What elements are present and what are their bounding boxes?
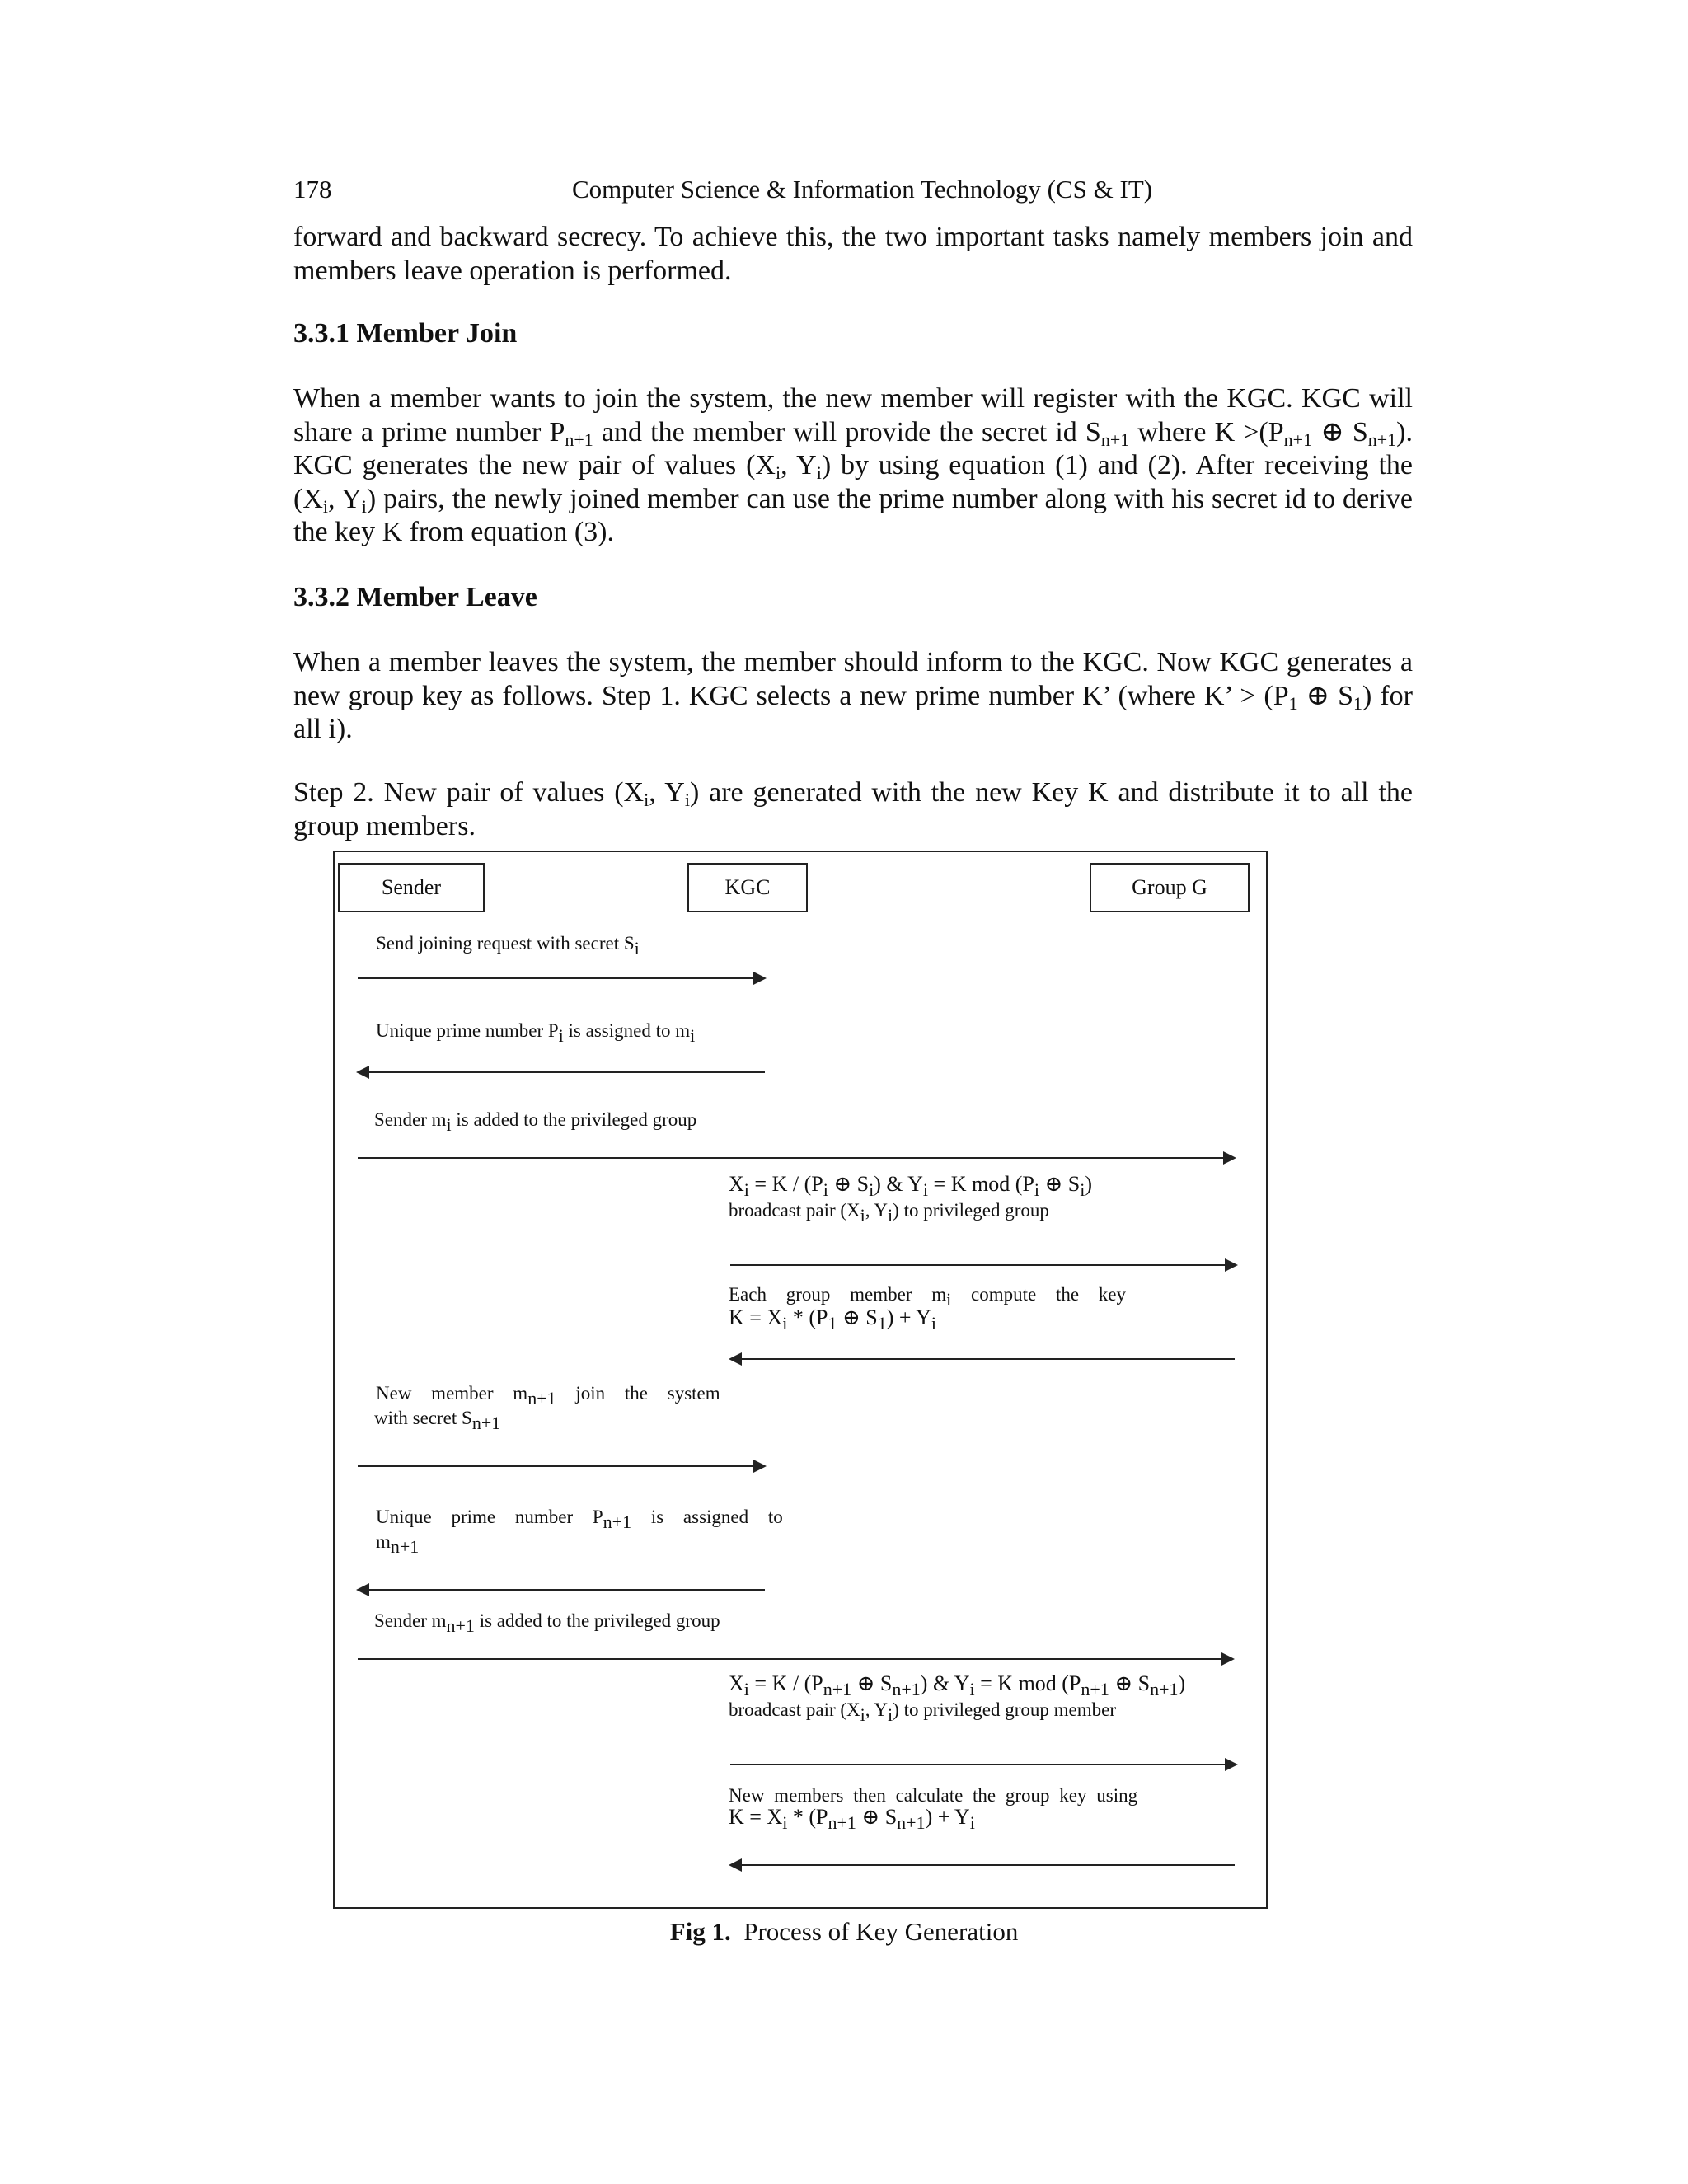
msg-mn1: $m_{n+1}$: [376, 1531, 420, 1557]
msg-new-member-join: New member $m_{n+1}$ join the system: [376, 1383, 720, 1408]
arrow-kgc-to-sender-1: [358, 1071, 765, 1073]
msg-prime-assigned-new: Unique prime number $P_{n+1}$ is assigned to: [376, 1507, 783, 1532]
member-join-paragraph: When a member wants to join the system, the new member will register with the KGC. KGC will share a prime number $P_{n+1}$ and the member will provide the secret id $S_{n+1}$ where $K >(P_{n+1}$ ⊕ $S_{n+1}$). KGC generates the new pair of values ($X_i$, $Y_i$) by using equation (1) and (2). After receiving the ($X_i$, $Y_i$) pairs, the newly joined member can use the prime number along with his secret id to derive the key K from equation (3).: [293, 383, 1414, 547]
arrow-kgc-to-group-1: [730, 1264, 1236, 1266]
member-leave-paragraph: When a member leaves the system, the member should inform to the KGC. Now KGC generates a new group key as follows. Step 1. KGC selects a new prime number K’ (where K’ > ($P_1$ ⊕ $S_1$) for all i).: [293, 647, 1413, 744]
msg-join-request: Send joining request with secret $S_i$: [376, 933, 640, 958]
arrow-kgc-to-sender-2: [358, 1589, 765, 1591]
arrow-sender-to-kgc-2: [358, 1465, 765, 1467]
msg-prime-assigned: Unique prime number $P_i$ is assigned to $m_i$: [376, 1020, 696, 1046]
heading-member-leave: 3.3.2 Member Leave: [293, 582, 537, 612]
sequence-diagram: [333, 851, 1268, 1909]
msg-with-secret: with secret $S_{n+1}$: [374, 1408, 501, 1433]
msg-new-members-calc: New members then calculate the group key using: [729, 1785, 1138, 1806]
arrow-kgc-to-group-2: [730, 1764, 1236, 1765]
msg-sender-added: Sender $m_i$ is added to the privileged group: [374, 1109, 697, 1135]
arrow-group-to-kgc-1: [730, 1358, 1235, 1360]
msg-sender-added-new: Sender $m_{n+1}$ is added to the privileged group: [374, 1610, 720, 1636]
kgc-box: KGC: [687, 863, 808, 912]
running-header: Computer Science & Information Technology (CS & IT): [572, 175, 1153, 204]
intro-paragraph: forward and backward secrecy. To achieve this, the two important tasks namely members join and members leave operation is performed.: [293, 222, 1413, 286]
msg-broadcast-pair-member: broadcast pair ($X_i$, $Y_i$) to privileged group member: [729, 1699, 1116, 1725]
figure-caption: Fig 1. Process of Key Generation: [669, 1917, 1019, 1946]
formula-key-1: $K = X_i * (P_1$ ⊕ $S_1) + Y_i$: [729, 1305, 936, 1333]
sender-box: Sender: [338, 863, 485, 912]
arrow-sender-to-kgc-1: [358, 977, 765, 979]
arrow-sender-to-group-1: [358, 1157, 1235, 1159]
arrow-sender-to-group-2: [358, 1658, 1233, 1660]
formula-xi-yi-new: $X_i = K / (P_{n+1}$ ⊕ $S_{n+1}$) & $Y_i = K$ mod ($P_{n+1}$ ⊕ $S_{n+1}$): [729, 1671, 1186, 1699]
heading-member-join: 3.3.1 Member Join: [293, 318, 518, 349]
msg-each-member-compute: Each group member $m_i$ compute the key: [729, 1284, 1127, 1310]
arrow-group-to-kgc-2: [730, 1864, 1235, 1866]
page-number: 178: [293, 175, 332, 204]
step2-paragraph: Step 2. New pair of values ($X_i$, $Y_i$) are generated with the new Key K and distribute it to all the group members.: [293, 777, 1413, 841]
group-box: Group G: [1090, 863, 1250, 912]
formula-key-2: $K = X_i * (P_{n+1}$ ⊕ $S_{n+1}) + Y_i$: [729, 1805, 975, 1833]
formula-xi-yi: $X_i = K / (P_i$ ⊕ $S_i$) & $Y_i = K$ mod ($P_i$ ⊕ $S_i$): [729, 1172, 1092, 1200]
msg-broadcast-pair: broadcast pair ($X_i$, $Y_i$) to privileged group: [729, 1200, 1049, 1226]
